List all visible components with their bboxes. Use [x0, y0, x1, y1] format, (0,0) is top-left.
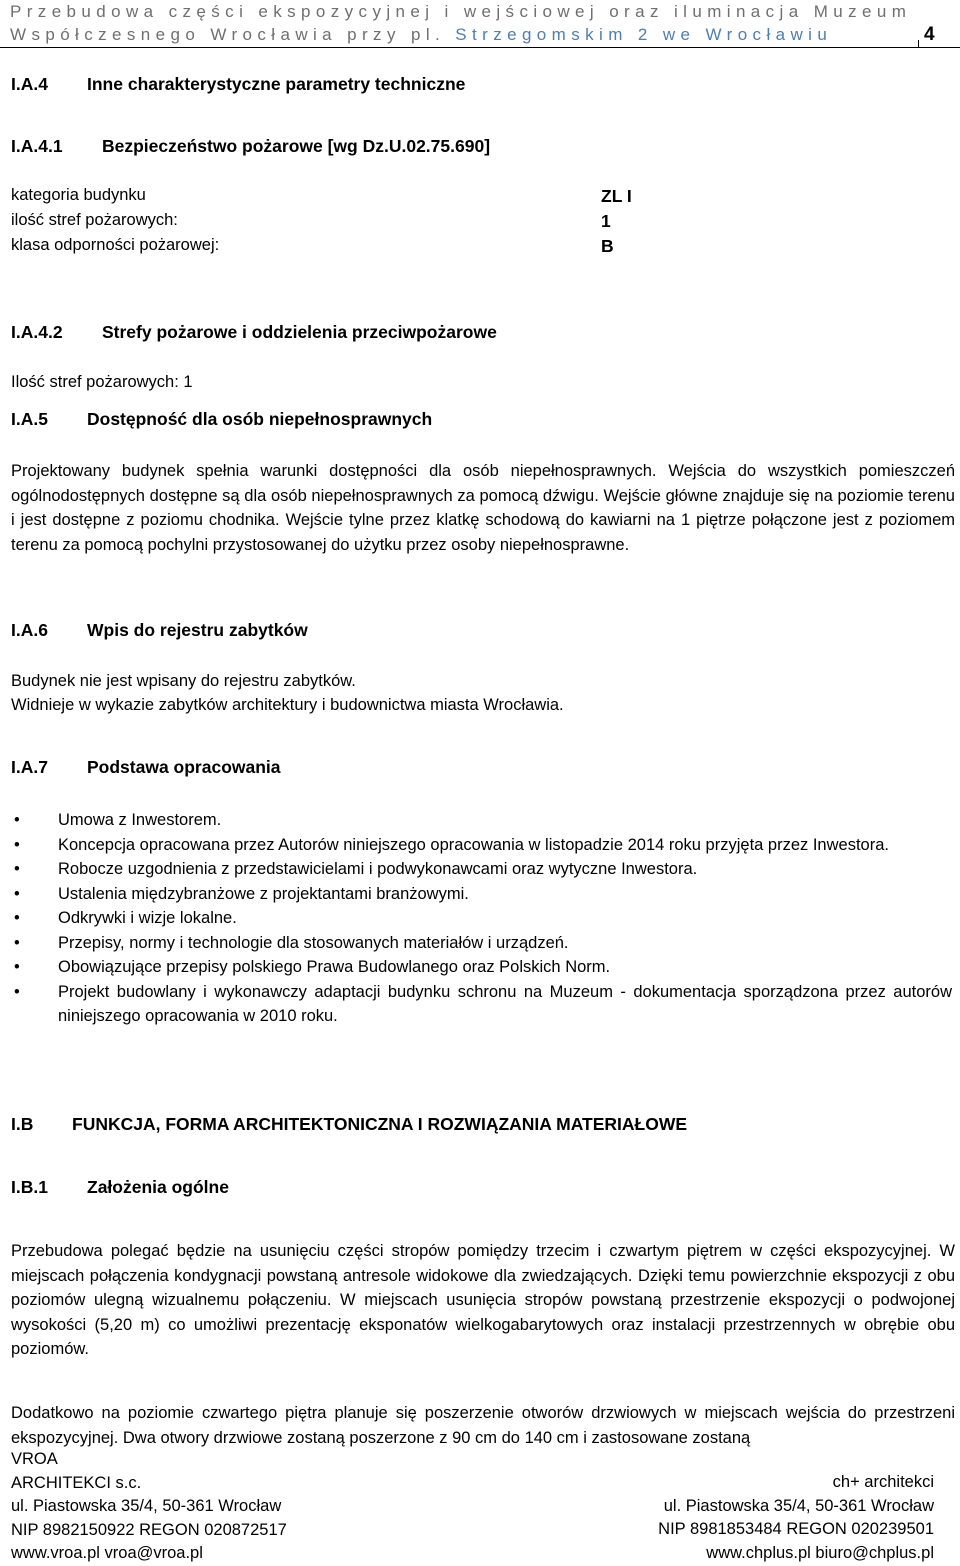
- a5-paragraph: [11, 459, 955, 557]
- a42-text: Ilość stref pożarowych: 1: [11, 373, 193, 391]
- footer-left-link[interactable]: www.vroa.pl vroa@vroa.pl: [11, 1544, 203, 1562]
- section-a6-title: Wpis do rejestru zabytków: [87, 620, 308, 640]
- list-item: • Umowa z Inwestorem.: [12, 808, 952, 833]
- b1-paragraph-2: [11, 1401, 955, 1450]
- header-line-1: Przebudowa części ekspozycyjnej i wejściowej oraz iluminacja Muzeum: [10, 2, 912, 21]
- section-a5-number: I.A.5: [11, 409, 48, 429]
- list-item: • Ustalenia międzybranżowe z projektantami branżowymi.: [12, 882, 952, 907]
- section-a42-number: I.A.4.2: [11, 322, 63, 342]
- footer-left-line: VROA: [11, 1450, 58, 1468]
- section-a5-title: Dostępność dla osób niepełnosprawnych: [87, 409, 433, 429]
- header-line-2-b: Strzegomskim 2 we Wrocławiu: [455, 25, 833, 44]
- section-a7-title: Podstawa opracowania: [87, 757, 281, 777]
- section-a4-number: I.A.4: [11, 74, 48, 94]
- section-b-title: FUNKCJA, FORMA ARCHITEKTONICZNA I ROZWIĄZANIA MATERIAŁOWE: [72, 1114, 688, 1134]
- footer-right-line: NIP 8981853484 REGON 020239501: [658, 1520, 934, 1538]
- header-rule: [0, 47, 960, 48]
- section-a4-title: Inne charakterystyczne parametry techniczne: [87, 74, 466, 94]
- param-value-class: B: [601, 236, 614, 256]
- footer-right-line: ul. Piastowska 35/4, 50-361 Wrocław: [663, 1496, 934, 1515]
- param-label-zones: ilość stref pożarowych:: [11, 211, 178, 229]
- section-a7-number: I.A.7: [11, 757, 48, 777]
- footer-right-line: ch+ architekci: [832, 1473, 934, 1491]
- b1-text-2: Dodatkowo na poziomie czwartego piętra planuje się poszerzenie otworów drzwiowych w miejscach wejścia do przestrzeni ekspozycyjnej. Dwa otwory drzwiowe zostaną poszerzone z 90 cm do 140 cm i zastosowane zostaną: [11, 1404, 955, 1447]
- section-b1-title: Założenia ogólne: [87, 1177, 229, 1197]
- section-a42-title: Strefy pożarowe i oddzielenia przeciwpożarowe: [102, 322, 497, 342]
- a6-line-1: Budynek nie jest wpisany do rejestru zabytków.: [11, 672, 356, 690]
- a7-list: [12, 808, 952, 1029]
- section-a41-number: I.A.4.1: [11, 136, 63, 156]
- b1-text-1: Przebudowa polegać będzie na usunięciu części stropów pomiędzy trzecim i czwartym piętrem w części ekspozycyjnej. W miejscach połączenia kondygnacji powstaną antresole widokowe dla zwiedzających. Dzięki temu powierzchnie ekspozycji z obu poziomów ulegną wizualnemu połączeniu. W miejscach usunięcia stropów powstaną przestrzenie ekspozycji o podwojonej wysokości (5,20 m) co umożliwi prezentację eksponatów wielkogabarytowych oraz instalacji przestrzennych w obrębie obu poziomów.: [11, 1242, 955, 1358]
- footer-right: [658, 1471, 934, 1565]
- page-number-divider: [918, 40, 919, 48]
- header-line-2-a: Współczesnego Wrocławia przy pl.: [10, 25, 446, 44]
- a5-text: Projektowany budynek spełnia warunki dostępności dla osób niepełnosprawnych. Wejścia do wszystkich pomieszczeń ogólnodostępnych dostępne są dla osób niepełnosprawnych za pomocą dźwigu. Wejście główne znajduje się na poziomie terenu i jest dostępne z poziomu chodnika. Wejście tylne przez klatkę schodową do kawiarni na 1 piętrze połączone jest z poziomem terenu za pomocą pochylni przystosowanej do użytku przez osoby niepełnosprawne.: [11, 462, 955, 554]
- a6-line-2: Widnieje w wykazie zabytków architektury i budownictwa miasta Wrocławia.: [11, 696, 564, 714]
- section-b-number: I.B: [11, 1114, 34, 1134]
- section-b1-number: I.B.1: [11, 1177, 48, 1197]
- footer-left-line: ul. Piastowska 35/4, 50-361 Wrocław: [11, 1497, 282, 1515]
- list-item: • Robocze uzgodnienia z przedstawicielami i podwykonawcami oraz wytyczne Inwestora.: [12, 857, 952, 882]
- list-item: • Projekt budowlany i wykonawczy adaptacji budynku schronu na Muzeum - dokumentacja sporządzona przez autorów niniejszego opracowania w 2010 roku.: [12, 980, 952, 1029]
- page-number: 4: [924, 24, 935, 45]
- list-item: • Obowiązujące przepisy polskiego Prawa Budowlanego oraz Polskich Norm.: [12, 955, 952, 980]
- list-item: • Odkrywki i wizje lokalne.: [12, 906, 952, 931]
- footer-left-line: ARCHITEKCI s.c.: [11, 1473, 142, 1492]
- footer-right-link[interactable]: www.chplus.pl biuro@chplus.pl: [706, 1543, 934, 1562]
- section-a6-number: I.A.6: [11, 620, 48, 640]
- header-line-2: [10, 25, 832, 45]
- b1-paragraph-1: [11, 1239, 955, 1362]
- footer-left: [11, 1448, 287, 1566]
- param-value-zones: 1: [601, 211, 611, 231]
- list-item: • Przepisy, normy i technologie dla stosowanych materiałów i urządzeń.: [12, 931, 952, 956]
- param-label-class: klasa odporności pożarowej:: [11, 236, 220, 254]
- footer-left-line: NIP 8982150922 REGON 020872517: [11, 1520, 287, 1539]
- section-a41-title: Bezpieczeństwo pożarowe [wg Dz.U.02.75.690]: [102, 136, 491, 156]
- param-value-category: ZL I: [601, 186, 632, 206]
- list-item: • Koncepcja opracowana przez Autorów niniejszego opracowania w listopadzie 2014 roku przyjęta przez Inwestora.: [12, 833, 952, 858]
- param-label-category: kategoria budynku: [11, 186, 146, 204]
